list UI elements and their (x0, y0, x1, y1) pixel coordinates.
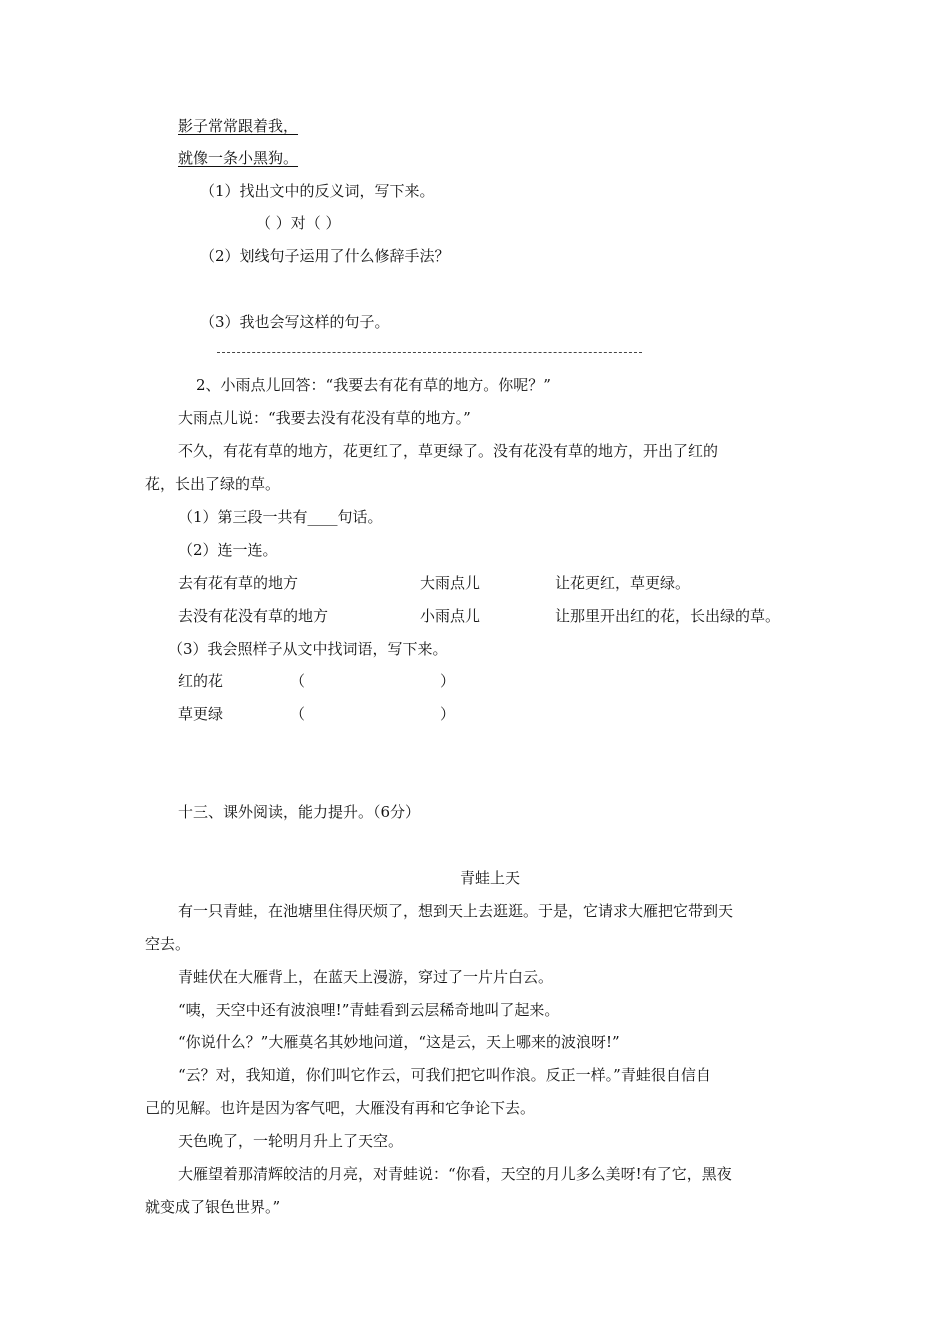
match-right-1: 让花更红，草更绿。 (555, 574, 691, 592)
story-p5a: “云？对，我知道，你们叫它作云，可我们把它叫作浪。反正一样。”青蛙很自信自 (178, 1066, 711, 1084)
story-p7a: 大雁望着那清辉皎洁的月亮，对青蛙说：“你看，天空的月儿多么美呀!有了它，黑夜 (178, 1165, 732, 1183)
story-p6: 天色晚了，一轮明月升上了天空。 (178, 1132, 404, 1150)
example-1: 红的花 (178, 672, 224, 690)
rain-question-2: （2）连一连。 (178, 541, 278, 559)
story-p1b: 空去。 (145, 935, 191, 953)
example-2-open: （ (290, 705, 306, 723)
story-p4: “你说什么？”大雁莫名其妙地问道，“这是云，天上哪来的波浪呀!” (178, 1033, 620, 1051)
section-13-heading: 十三、课外阅读，能力提升。（6分） (178, 803, 421, 821)
match-right-2: 让那里开出红的花，长出绿的草。 (555, 607, 781, 625)
story-p5b: 己的见解。也许是因为客气吧，大雁没有再和它争论下去。 (145, 1099, 536, 1117)
example-2-close: ） (440, 705, 456, 723)
question-2: （2）划线句子运用了什么修辞手法？ (200, 247, 450, 265)
antonym-blank: （ ）对（ ） (256, 214, 341, 232)
example-2: 草更绿 (178, 705, 224, 723)
poem-line-1: 影子常常跟着我， (178, 117, 299, 135)
question-3: （3）我也会写这样的句子。 (200, 313, 390, 331)
rain-paragraph-3b: 花，长出了绿的草。 (145, 475, 281, 493)
story-p3: “咦，天空中还有波浪哩!”青蛙看到云层稀奇地叫了起来。 (178, 1001, 560, 1019)
rain-paragraph-2: 大雨点儿说：“我要去没有花没有草的地方。” (178, 409, 471, 427)
story-p7b: 就变成了银色世界。” (145, 1198, 281, 1216)
story-p2: 青蛙伏在大雁背上，在蓝天上漫游，穿过了一片片白云。 (178, 968, 554, 986)
poem-line-2: 就像一条小黑狗。 (178, 149, 299, 167)
example-1-close: ） (440, 672, 456, 690)
story-p1a: 有一只青蛙，在池塘里住得厌烦了，想到天上去逛逛。于是，它请求大雁把它带到天 (178, 902, 734, 920)
rain-paragraph-1: 2、小雨点儿回答：“我要去有花有草的地方。你呢？” (196, 376, 551, 394)
match-middle-1: 大雨点儿 (420, 574, 481, 592)
example-1-open: （ (290, 672, 306, 690)
question-1: （1）找出文中的反义词，写下来。 (200, 182, 435, 200)
story-title: 青蛙上天 (460, 869, 521, 887)
rain-paragraph-3a: 不久，有花有草的地方，花更红了，草更绿了。没有花没有草的地方，开出了红的 (178, 442, 719, 460)
rain-question-3: （3）我会照样子从文中找词语，写下来。 (168, 640, 448, 658)
match-left-2: 去没有花没有草的地方 (178, 607, 329, 625)
match-middle-2: 小雨点儿 (420, 607, 481, 625)
match-left-1: 去有花有草的地方 (178, 574, 299, 592)
answer-line (217, 352, 642, 353)
rain-question-1: （1）第三段一共有____句话。 (178, 508, 383, 526)
